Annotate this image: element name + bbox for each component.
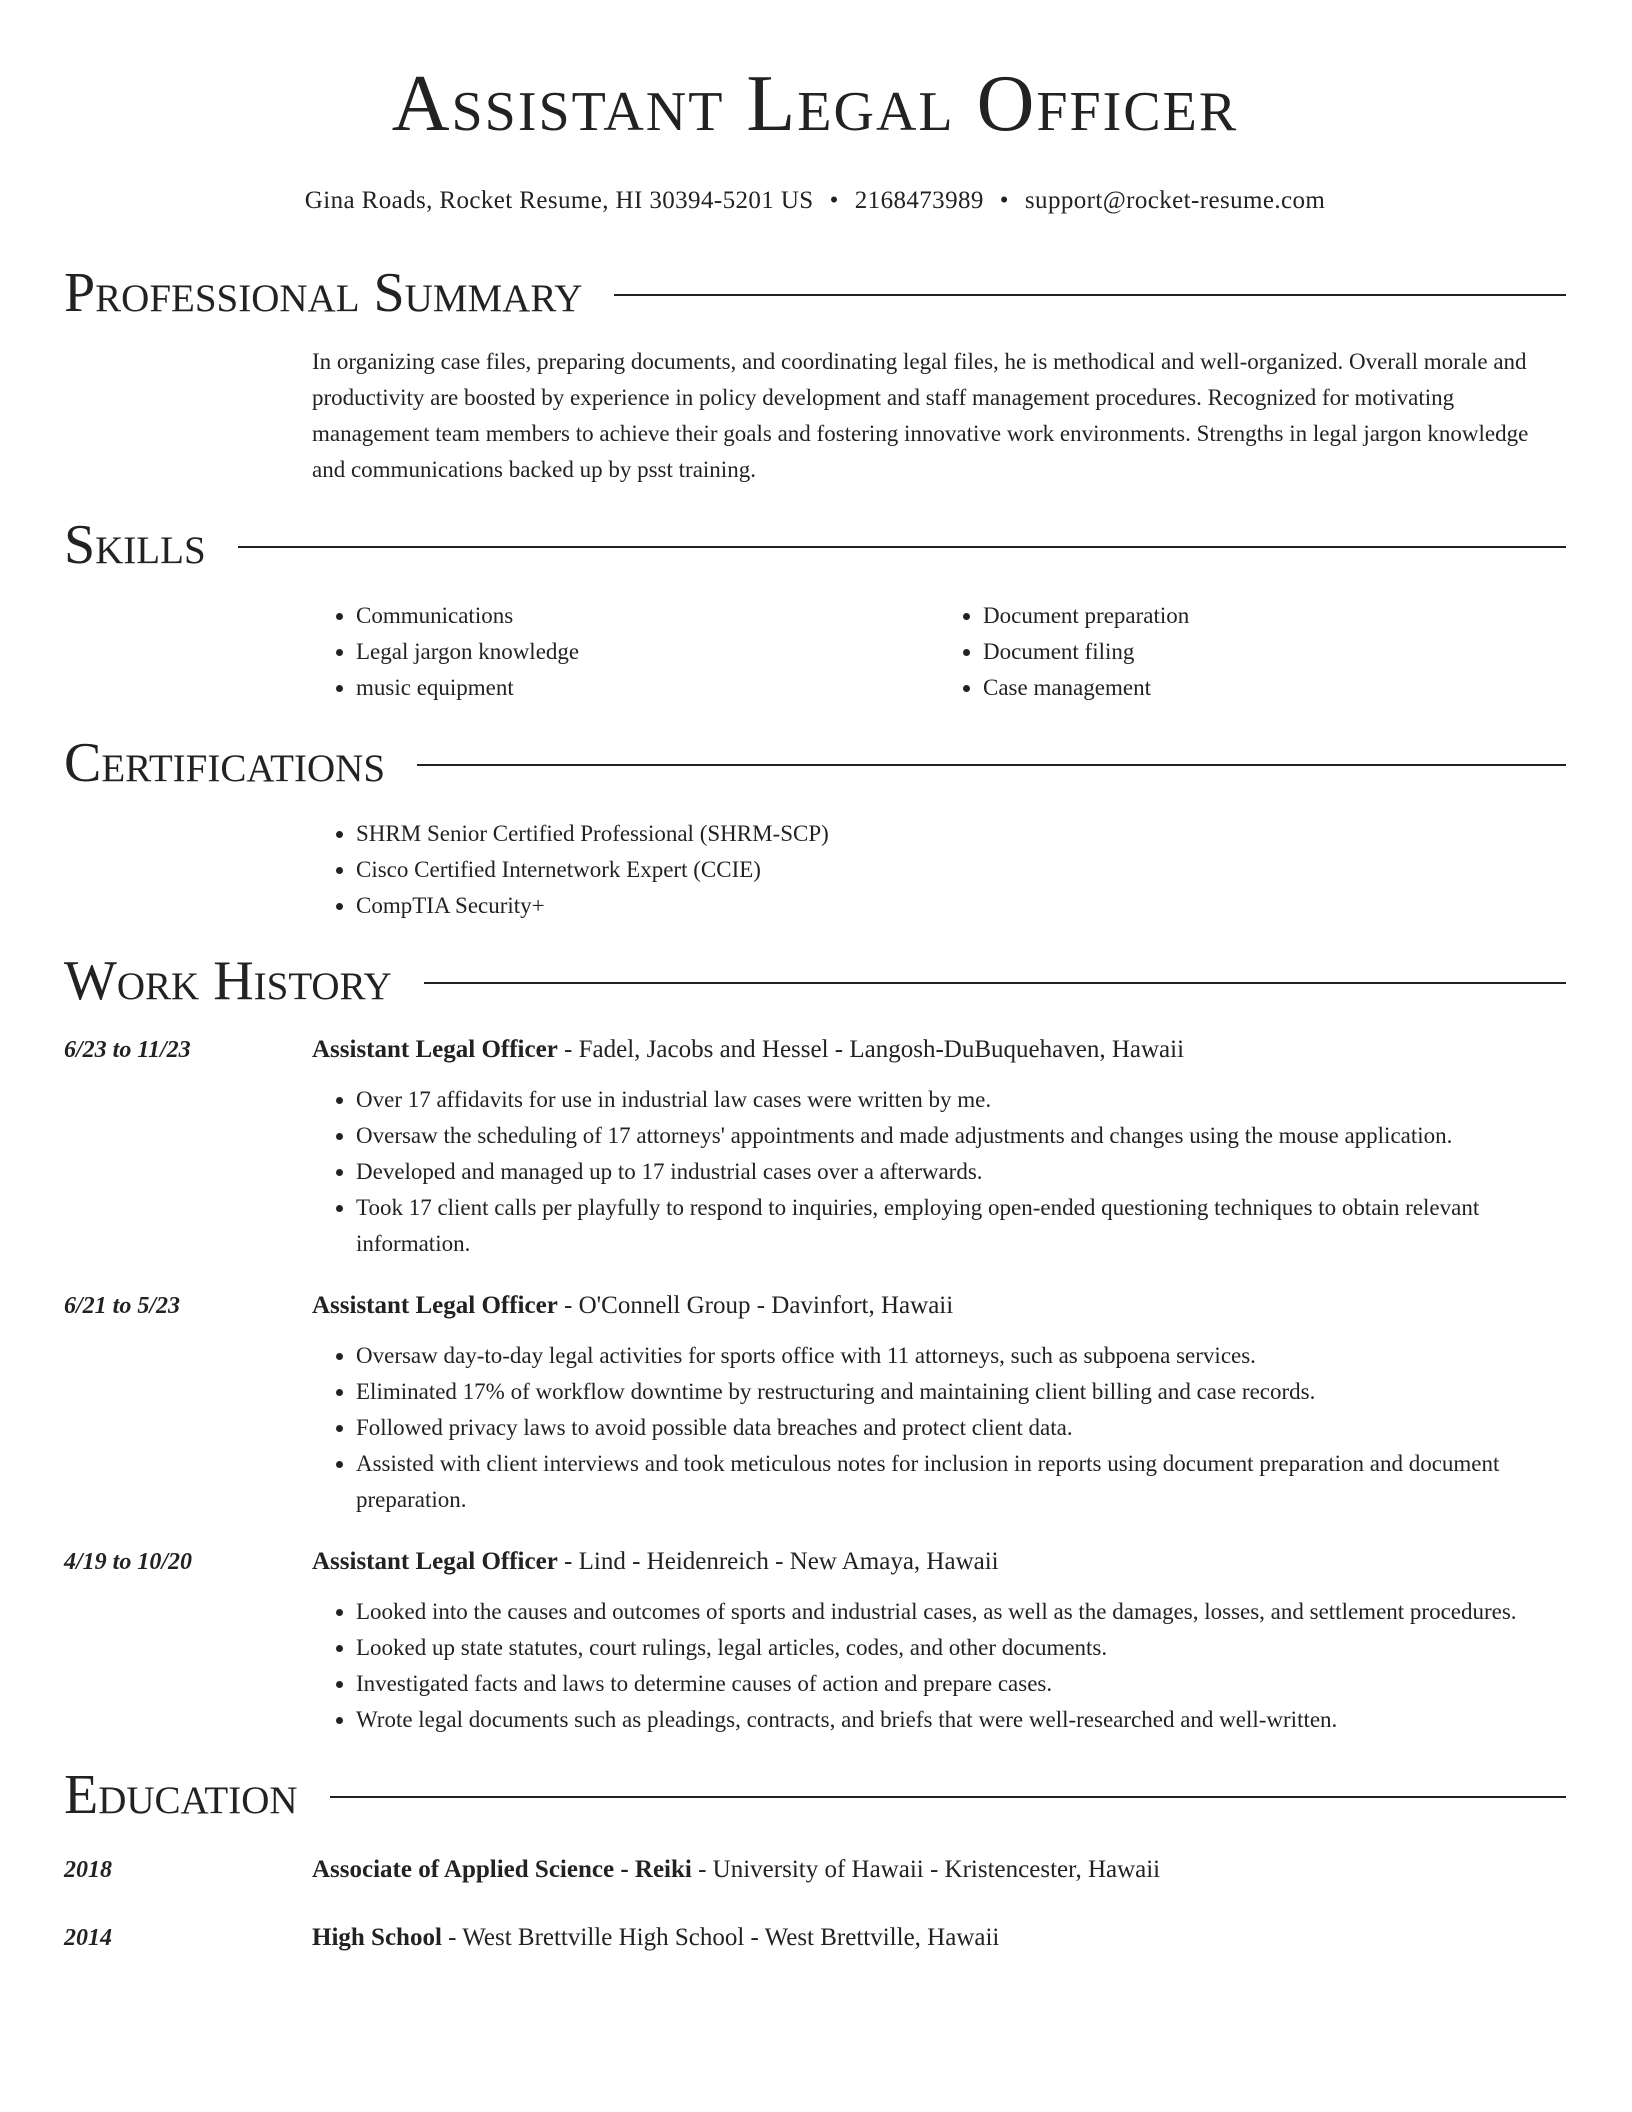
education-entry xyxy=(64,1852,1566,1888)
job-heading xyxy=(312,1032,1566,1068)
skills-section xyxy=(64,514,1566,706)
email-link[interactable]: support@rocket-resume.com xyxy=(1024,187,1326,214)
job-title: Assistant Legal Officer xyxy=(312,1548,558,1575)
certification-item: • SHRM Senior Certified Professional (SHRM-SCP) xyxy=(356,816,1566,852)
skills-list-left xyxy=(312,598,939,706)
job-entry xyxy=(64,1288,1566,1518)
work-history-heading: Work History xyxy=(64,950,392,1012)
education-details xyxy=(312,1920,999,1956)
job-bullet: • Took 17 client calls per playfully to respond to inquiries, employing open-ended questioning techniques to obtain relevant information. xyxy=(356,1190,1566,1262)
job-entry xyxy=(64,1544,1566,1738)
job-title: Assistant Legal Officer xyxy=(312,1036,558,1063)
summary-heading: Professional Summary xyxy=(64,262,583,324)
job-bullet: • Over 17 affidavits for use in industrial law cases were written by me. xyxy=(356,1082,1566,1118)
skill-item: • Document filing xyxy=(983,634,1566,670)
section-heading xyxy=(64,950,1566,1012)
degree: Associate of Applied Science - Reiki xyxy=(312,1856,692,1883)
education-section xyxy=(64,1764,1566,1956)
summary-text: In organizing case files, preparing documents, and coordinating legal files, he is methodical and well-organized. Overall morale and productivity are boosted by experience in policy development and staff management procedures. Recognized for motivating management team members to achieve their goals and fostering innovative work environments. Strengths in legal jargon knowledge and communications backed up by psst training. xyxy=(312,349,1529,482)
skills-columns xyxy=(312,598,1566,706)
job-bullets xyxy=(312,1082,1566,1262)
job-bullet: • Assisted with client interviews and took meticulous notes for inclusion in reports using document preparation and document preparation. xyxy=(356,1446,1566,1518)
section-divider xyxy=(330,1796,1566,1798)
section-divider xyxy=(417,764,1566,766)
job-bullets xyxy=(312,1594,1566,1738)
job-bullet: • Wrote legal documents such as pleadings, contracts, and briefs that were well-researched and well-written. xyxy=(356,1702,1566,1738)
address: Gina Roads, Rocket Resume, HI 30394-5201 US xyxy=(304,187,814,214)
contact-line xyxy=(64,186,1566,216)
skill-item: • Case management xyxy=(983,670,1566,706)
job-employer: - O'Connell Group - Davinfort, Hawaii xyxy=(557,1292,954,1319)
summary-section xyxy=(64,262,1566,488)
job-bullet: • Looked into the causes and outcomes of sports and industrial cases, as well as the damages, losses, and settlement procedures. xyxy=(356,1594,1566,1630)
skill-item: • Document preparation xyxy=(983,598,1566,634)
job-details xyxy=(312,1032,1566,1262)
job-heading xyxy=(312,1544,1566,1580)
job-details xyxy=(312,1544,1566,1738)
certifications-list-wrap xyxy=(312,816,1566,924)
job-bullet: • Followed privacy laws to avoid possible data breaches and protect client data. xyxy=(356,1410,1566,1446)
degree: High School xyxy=(312,1924,442,1951)
separator: • xyxy=(829,187,839,214)
candidate-name: Assistant Legal Officer xyxy=(391,60,1239,148)
job-heading xyxy=(312,1288,1566,1324)
job-title: Assistant Legal Officer xyxy=(312,1292,558,1319)
job-employer: - Lind - Heidenreich - New Amaya, Hawaii xyxy=(557,1548,999,1575)
section-heading xyxy=(64,732,1566,794)
job-bullet: • Oversaw day-to-day legal activities for sports office with 11 attorneys, such as subpoena services. xyxy=(356,1338,1566,1374)
job-dates: 6/21 to 5/23 xyxy=(64,1293,181,1319)
job-bullet: • Developed and managed up to 17 industrial cases over a afterwards. xyxy=(356,1154,1566,1190)
work-history-section xyxy=(64,950,1566,1738)
phone: 2168473989 xyxy=(854,187,984,214)
job-bullet: • Eliminated 17% of workflow downtime by restructuring and maintaining client billing and case records. xyxy=(356,1374,1566,1410)
section-heading xyxy=(64,1764,1566,1826)
section-divider xyxy=(238,546,1566,548)
certifications-heading: Certifications xyxy=(64,732,386,794)
education-heading: Education xyxy=(64,1764,298,1826)
skill-item: • music equipment xyxy=(356,670,939,706)
skill-item: • Communications xyxy=(356,598,939,634)
certifications-list xyxy=(312,816,1566,924)
section-divider xyxy=(424,982,1566,984)
job-bullets xyxy=(312,1338,1566,1518)
school: - West Brettville High School - West Brettville, Hawaii xyxy=(441,1924,1000,1951)
education-year: 2018 xyxy=(64,1857,112,1883)
certifications-section xyxy=(64,732,1566,924)
education-entry xyxy=(64,1920,1566,1956)
certification-item: • Cisco Certified Internetwork Expert (CCIE) xyxy=(356,852,1566,888)
section-heading xyxy=(64,514,1566,576)
education-details xyxy=(312,1852,1160,1888)
skill-item: • Legal jargon knowledge xyxy=(356,634,939,670)
job-entry xyxy=(64,1032,1566,1262)
job-bullet: • Oversaw the scheduling of 17 attorneys' appointments and made adjustments and changes using the mouse application. xyxy=(356,1118,1566,1154)
job-details xyxy=(312,1288,1566,1518)
certification-item: • CompTIA Security+ xyxy=(356,888,1566,924)
job-bullet: • Looked up state statutes, court rulings, legal articles, codes, and other documents. xyxy=(356,1630,1566,1666)
job-dates: 4/19 to 10/20 xyxy=(64,1549,193,1575)
separator: • xyxy=(999,187,1009,214)
section-heading xyxy=(64,262,1566,324)
school: - University of Hawaii - Kristencester, Hawaii xyxy=(691,1856,1161,1883)
education-year: 2014 xyxy=(64,1925,112,1951)
skills-heading: Skills xyxy=(64,514,206,576)
job-bullet: • Investigated facts and laws to determine causes of action and prepare cases. xyxy=(356,1666,1566,1702)
skills-list-right xyxy=(939,598,1566,706)
job-employer: - Fadel, Jacobs and Hessel - Langosh-DuBuquehaven, Hawaii xyxy=(557,1036,1185,1063)
job-dates: 6/23 to 11/23 xyxy=(64,1037,191,1063)
section-divider xyxy=(614,294,1566,296)
